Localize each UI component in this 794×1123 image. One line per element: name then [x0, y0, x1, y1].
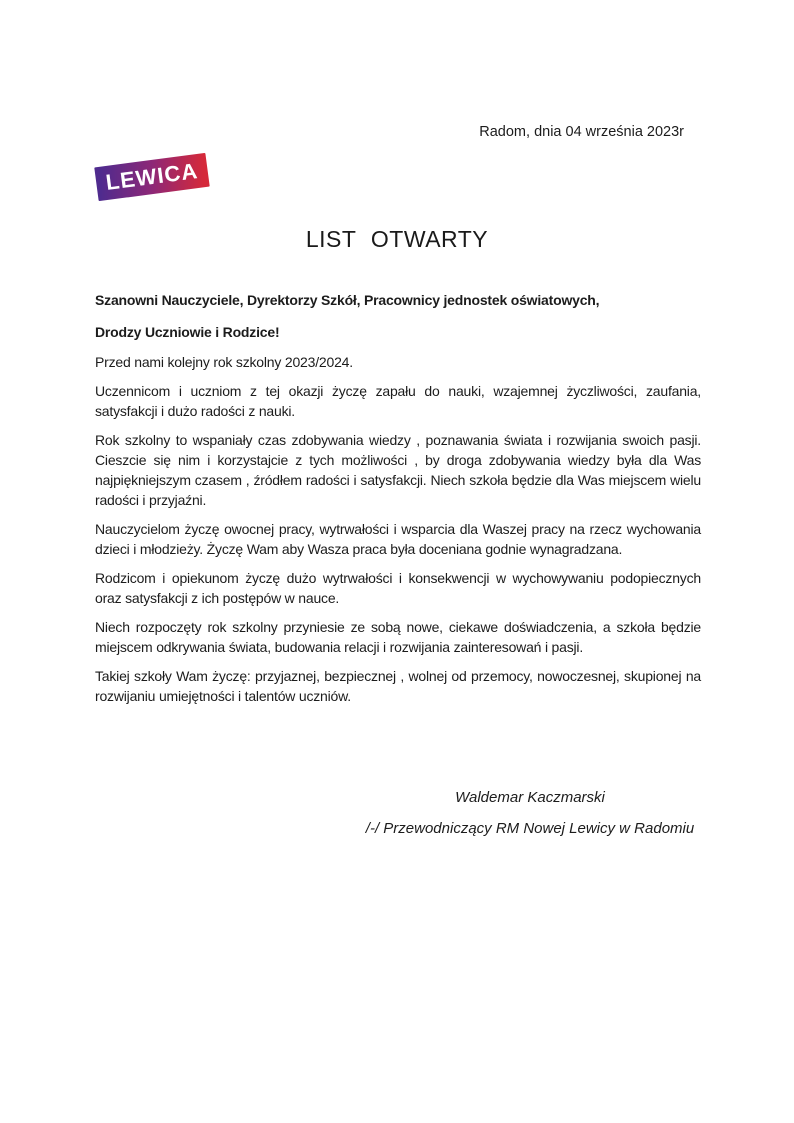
- paragraph-closing-wishes: Takiej szkoły Wam życzę: przyjaznej, bezpiecznej , wolnej od przemocy, nowoczesnej, skupionej na rozwijaniu umiejętności i talentów uczniów.: [95, 668, 701, 704]
- lewica-logo: [94, 153, 209, 201]
- signature-block: [266, 788, 794, 838]
- paragraph-teachers-wishes: Nauczycielom życzę owocnej pracy, wytrwałości i wsparcia dla Waszej pracy na rzecz wychowania dzieci i młodzieży. Życzę Wam aby Wasza praca była doceniana godnie wynagradzana.: [95, 521, 701, 557]
- letter-body: [95, 290, 701, 715]
- lewica-logo-text: LEWICA: [104, 158, 200, 195]
- salutation-line-2: Drodzy Uczniowie i Rodzice!: [95, 324, 280, 340]
- paragraph-intro: Przed nami kolejny rok szkolny 2023/2024.: [95, 354, 353, 370]
- date-line: Radom, dnia 04 września 2023r: [479, 124, 684, 140]
- paragraph-new-year-hopes: Niech rozpoczęty rok szkolny przyniesie ze sobą nowe, ciekawe doświadczenia, a szkoła będzie miejscem odkrywania świata, budowania relacji i rozwijania zainteresowań i pasji.: [95, 619, 701, 655]
- letter-title: LIST OTWARTY: [305, 226, 489, 252]
- paragraph-parents-wishes: Rodzicom i opiekunom życzę dużo wytrwałości i konsekwencji w wychowywaniu podopiecznych oraz satysfakcji z ich postępów w nauce.: [95, 570, 701, 606]
- signature-role: /-/ Przewodniczący RM Nowej Lewicy w Radomiu: [365, 820, 695, 837]
- paragraph-students-wishes: Uczennicom i uczniom z tej okazji życzę zapału do nauki, wzajemnej życzliwości, zaufania, satysfakcji i dużo radości z nauki.: [95, 383, 701, 419]
- signature-name: Waldemar Kaczmarski: [455, 789, 605, 806]
- salutation-line-1: Szanowni Nauczyciele, Dyrektorzy Szkół, Pracownicy jednostek oświatowych,: [95, 292, 600, 308]
- paragraph-school-year: Rok szkolny to wspaniały czas zdobywania wiedzy , poznawania świata i rozwijania swoich pasji. Cieszcie się nim i korzystajcie z tych możliwości , by droga zdobywania wiedzy była dla Was najpiękniejszym czasem , źródłem radości i satysfakcji. Niech szkoła będzie dla Was miejscem wielu radości i przyjaźni.: [95, 432, 701, 508]
